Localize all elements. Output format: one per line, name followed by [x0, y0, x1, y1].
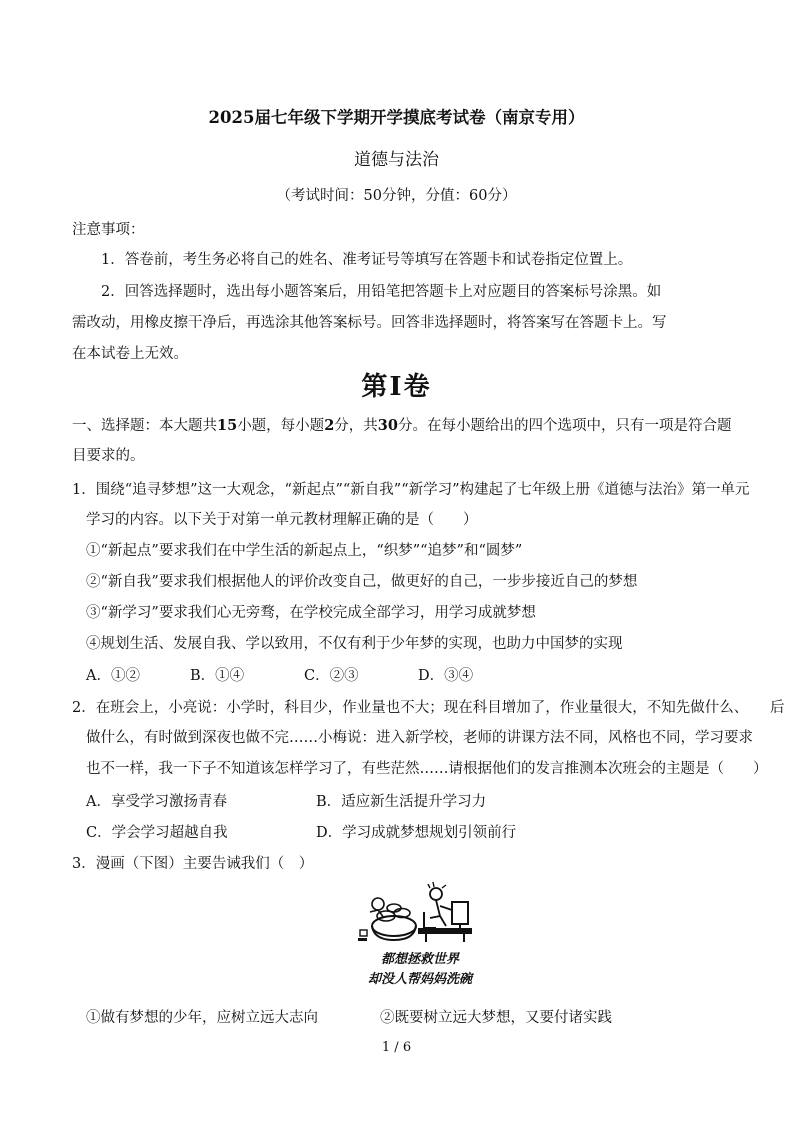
section-1-text-a: 一、选择题：本大题共: [72, 418, 217, 434]
q3-stem: 3．漫画（下图）主要告诫我们（ ）: [72, 856, 314, 872]
q1-option-c: C．②③: [304, 668, 359, 684]
notice-item-2-line-2: 需改动，用橡皮擦干净后，再选涂其他答案标号。回答非选择题时，将答案写在答题卡上。写: [72, 315, 667, 331]
q1-option-a: A．①②: [86, 668, 140, 684]
q1-stem-line-2: 学习的内容。以下关于对第一单元教材理解正确的是（ ）: [86, 512, 478, 528]
q1-stem-line-1: 1．围绕“追寻梦想”这一大观念，“新起点”“新自我”“新学习”构建起了七年级上册《道德与法治》第一单元: [72, 482, 750, 498]
volume-title: 第Ⅰ卷: [361, 372, 432, 402]
q3-statement-2: ②既要树立远大梦想，又要付诸实践: [380, 1010, 612, 1026]
q2-option-d: D．学习成就梦想规划引领前行: [316, 825, 517, 841]
q1-statement-3: ③“新学习”要求我们心无旁骛，在学校完成全部学习，用学习成就梦想: [86, 605, 536, 621]
q1-statement-2: ②“新自我”要求我们根据他人的评价改变自己，做更好的自己，一步步接近自己的梦想: [86, 574, 638, 590]
section-1-instructions: [72, 414, 731, 435]
q2-option-a: A．享受学习激扬青春: [86, 794, 227, 810]
q1-statement-4: ④规划生活、发展自我、学以致用，不仅有利于少年梦的实现，也助力中国梦的实现: [86, 636, 623, 652]
q2-stem-line-1: 2．在班会上，小亮说：小学时，科目少，作业量也不大；现在科目增加了，作业量很大，不知先做什么、 后: [72, 700, 785, 716]
q2-option-c: C．学会学习超越自我: [86, 825, 228, 841]
section-1-text-b: 小题，每小题: [237, 418, 325, 434]
comic-caption-line-1: 都想拯救世界: [380, 952, 459, 967]
notice-item-2-line-1: 2．回答选择题时，选出每小题答案后，用铅笔把答题卡上对应题目的答案标号涂黑。如: [101, 284, 662, 300]
section-1-instructions-line-2: 目要求的。: [72, 448, 145, 464]
q1-option-d: D．③④: [418, 668, 474, 684]
notice-heading: 注意事项：: [72, 222, 145, 238]
q2-stem-line-2: 做什么，有时做到深夜也做不完……小梅说：进入新学校，老师的讲课方法不同，风格也不同，学习要求: [86, 730, 753, 746]
notice-item-2-line-3: 在本试卷上无效。: [72, 346, 188, 362]
exam-title: 2025届七年级下学期开学摸底考试卷（南京专用）: [208, 108, 585, 127]
question-count: 15: [217, 417, 238, 434]
notice-item-1: 1．答卷前，考生务必将自己的姓名、准考证号等填写在答题卡和试卷指定位置上。: [101, 252, 633, 268]
page-number: 1 / 6: [381, 1040, 412, 1055]
comic-caption-line-2: 却没人帮妈妈洗碗: [367, 972, 472, 987]
q2-option-b: B．适应新生活提升学习力: [316, 794, 487, 810]
points-each: 2: [324, 417, 335, 434]
exam-info: （考试时间：50分钟，分值：60分）: [276, 188, 517, 204]
points-total: 30: [377, 417, 398, 434]
q1-statement-1: ①“新起点”要求我们在中学生活的新起点上，“织梦”“追梦”和“圆梦”: [86, 543, 523, 559]
section-1-text-c: 分，共: [334, 418, 378, 434]
section-1-text-d: 分。在每小题给出的四个选项中，只有一项是符合题: [397, 418, 732, 434]
comic-illustration: [356, 882, 484, 994]
q1-option-b: B．①④: [190, 668, 245, 684]
subject-title: 道德与法治: [354, 150, 439, 170]
q2-stem-line-3: 也不一样，我一下子不知道该怎样学习了，有些茫然……请根据他们的发言推测本次班会的主题是（ ）: [86, 761, 768, 777]
q3-statement-1: ①做有梦想的少年，应树立远大志向: [86, 1010, 318, 1026]
